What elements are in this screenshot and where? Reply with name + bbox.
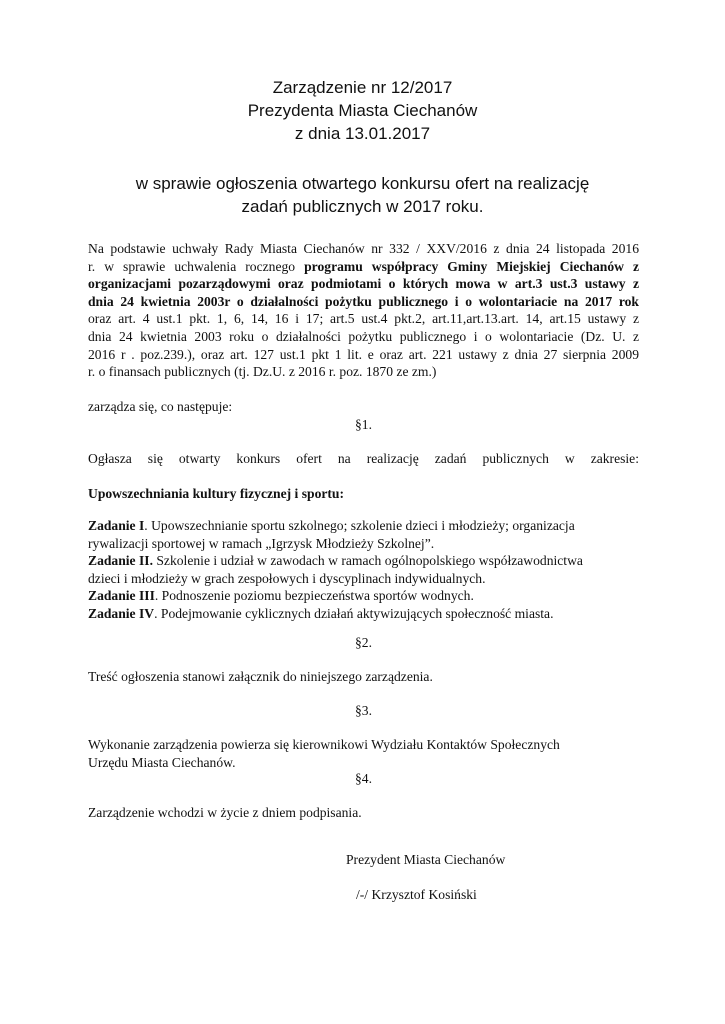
- decree-number: Zarządzenie nr 12/2017: [272, 78, 453, 97]
- section-4-text: Zarządzenie wchodzi w życie z dniem podpisania.: [88, 805, 362, 820]
- signature-name: /-/ Krzysztof Kosiński: [356, 887, 477, 902]
- preamble: [88, 240, 639, 381]
- section-1-announcement: [88, 450, 639, 468]
- signature-title: Prezydent Miasta Ciechanów: [346, 852, 506, 867]
- preamble-line-3-bold: organizacjami pozarządowymi oraz podmiotami o których mowa w art.3 ust.3 ustawy z: [88, 276, 639, 292]
- decree-issuer: Prezydenta Miasta Ciechanów: [247, 101, 478, 120]
- preamble-line-6: dnia 24 kwietnia 2003 roku o działalności pożytku publicznego i o wolontariacie (Dz. U. z: [88, 328, 639, 344]
- decree-date: z dnia 13.01.2017: [294, 124, 431, 143]
- announcement-text: Ogłasza się otwarty konkurs ofert na realizację zadań publicznych w zakresie:: [88, 451, 639, 466]
- section-3-heading: §3.: [355, 703, 372, 718]
- preamble-line-5: oraz art. 4 ust.1 pkt. 1, 6, 14, 16 i 17; art.5 ust.4 pkt.2, art.11,art.13.art. 14, art.15 ustawy z: [88, 311, 639, 327]
- preamble-line-2-text: r. w sprawie uchwalenia rocznego: [88, 258, 305, 274]
- area-title: Upowszechniania kultury fizycznej i sportu:: [88, 486, 345, 501]
- section-3-line-2: Urzędu Miasta Ciechanów.: [88, 754, 236, 770]
- subject-line-1: w sprawie ogłoszenia otwartego konkursu ofert na realizację: [135, 174, 590, 193]
- preamble-line-3: [88, 275, 639, 293]
- preamble-line-2-bold: programu współpracy Gminy Miejskiej Ciechanów z: [304, 258, 639, 274]
- preamble-line-7: 2016 r . poz.239.), oraz art. 127 ust.1 pkt 1 lit. e oraz art. 221 ustawy z dnia 27 sierpnia 2009: [88, 346, 639, 362]
- task-1-label: Zadanie I: [88, 518, 145, 533]
- preamble-line-2: [88, 258, 639, 276]
- subject-line-2: zadań publicznych w 2017 roku.: [241, 197, 484, 216]
- decree-subject: [0, 172, 725, 218]
- task-2-text: Szkolenie i udział w zawodach w ramach ogólnopolskiego współzawodnictwa: [152, 553, 583, 569]
- decree-intro: zarządza się, co następuje:: [88, 399, 233, 414]
- preamble-line-4: [88, 293, 639, 311]
- preamble-line-4-bold: dnia 24 kwietnia 2003r o działalności pożytku publicznego i o wolontariacie na 2017 rok: [88, 293, 639, 309]
- task-4: [88, 605, 639, 623]
- preamble-line-8: r. o finansach publicznych (tj. Dz.U. z 2016 r. poz. 1870 ze zm.): [88, 364, 437, 380]
- task-1-cont: rywalizacji sportowej w ramach „Igrzysk Młodzieży Szkolnej”.: [88, 535, 435, 551]
- task-list: [88, 517, 639, 623]
- task-2-label: Zadanie II.: [88, 553, 153, 569]
- section-3-text: [88, 736, 639, 771]
- task-4-label: Zadanie IV: [88, 605, 155, 621]
- task-3-label: Zadanie III: [88, 588, 155, 604]
- section-2-text: Treść ogłoszenia stanowi załącznik do niniejszego zarządzenia.: [88, 669, 433, 684]
- section-2-heading: §2.: [355, 635, 372, 650]
- section-4-heading: §4.: [355, 771, 372, 786]
- task-3-text: . Podnoszenie poziomu bezpieczeństwa sportów wodnych.: [154, 588, 474, 604]
- section-1-heading: §1.: [355, 417, 372, 432]
- task-1: [88, 517, 639, 535]
- task-2: [88, 552, 639, 570]
- task-4-text: . Podejmowanie cyklicznych działań aktywizujących społeczność miasta.: [154, 605, 554, 621]
- section-1-area: [88, 485, 639, 503]
- task-2-cont: dzieci i młodzieży w grach zespołowych i dyscyplinach indywidualnych.: [88, 570, 486, 586]
- task-3: [88, 587, 639, 605]
- preamble-line-1: Na podstawie uchwały Rady Miasta Ciechanów nr 332 / XXV/2016 z dnia 24 listopada 2016: [88, 241, 639, 256]
- section-3-line-1: Wykonanie zarządzenia powierza się kierownikowi Wydziału Kontaktów Społecznych: [88, 737, 560, 752]
- decree-header: [0, 76, 725, 145]
- task-1-text: . Upowszechnianie sportu szkolnego; szkolenie dzieci i młodzieży; organizacja: [144, 518, 575, 533]
